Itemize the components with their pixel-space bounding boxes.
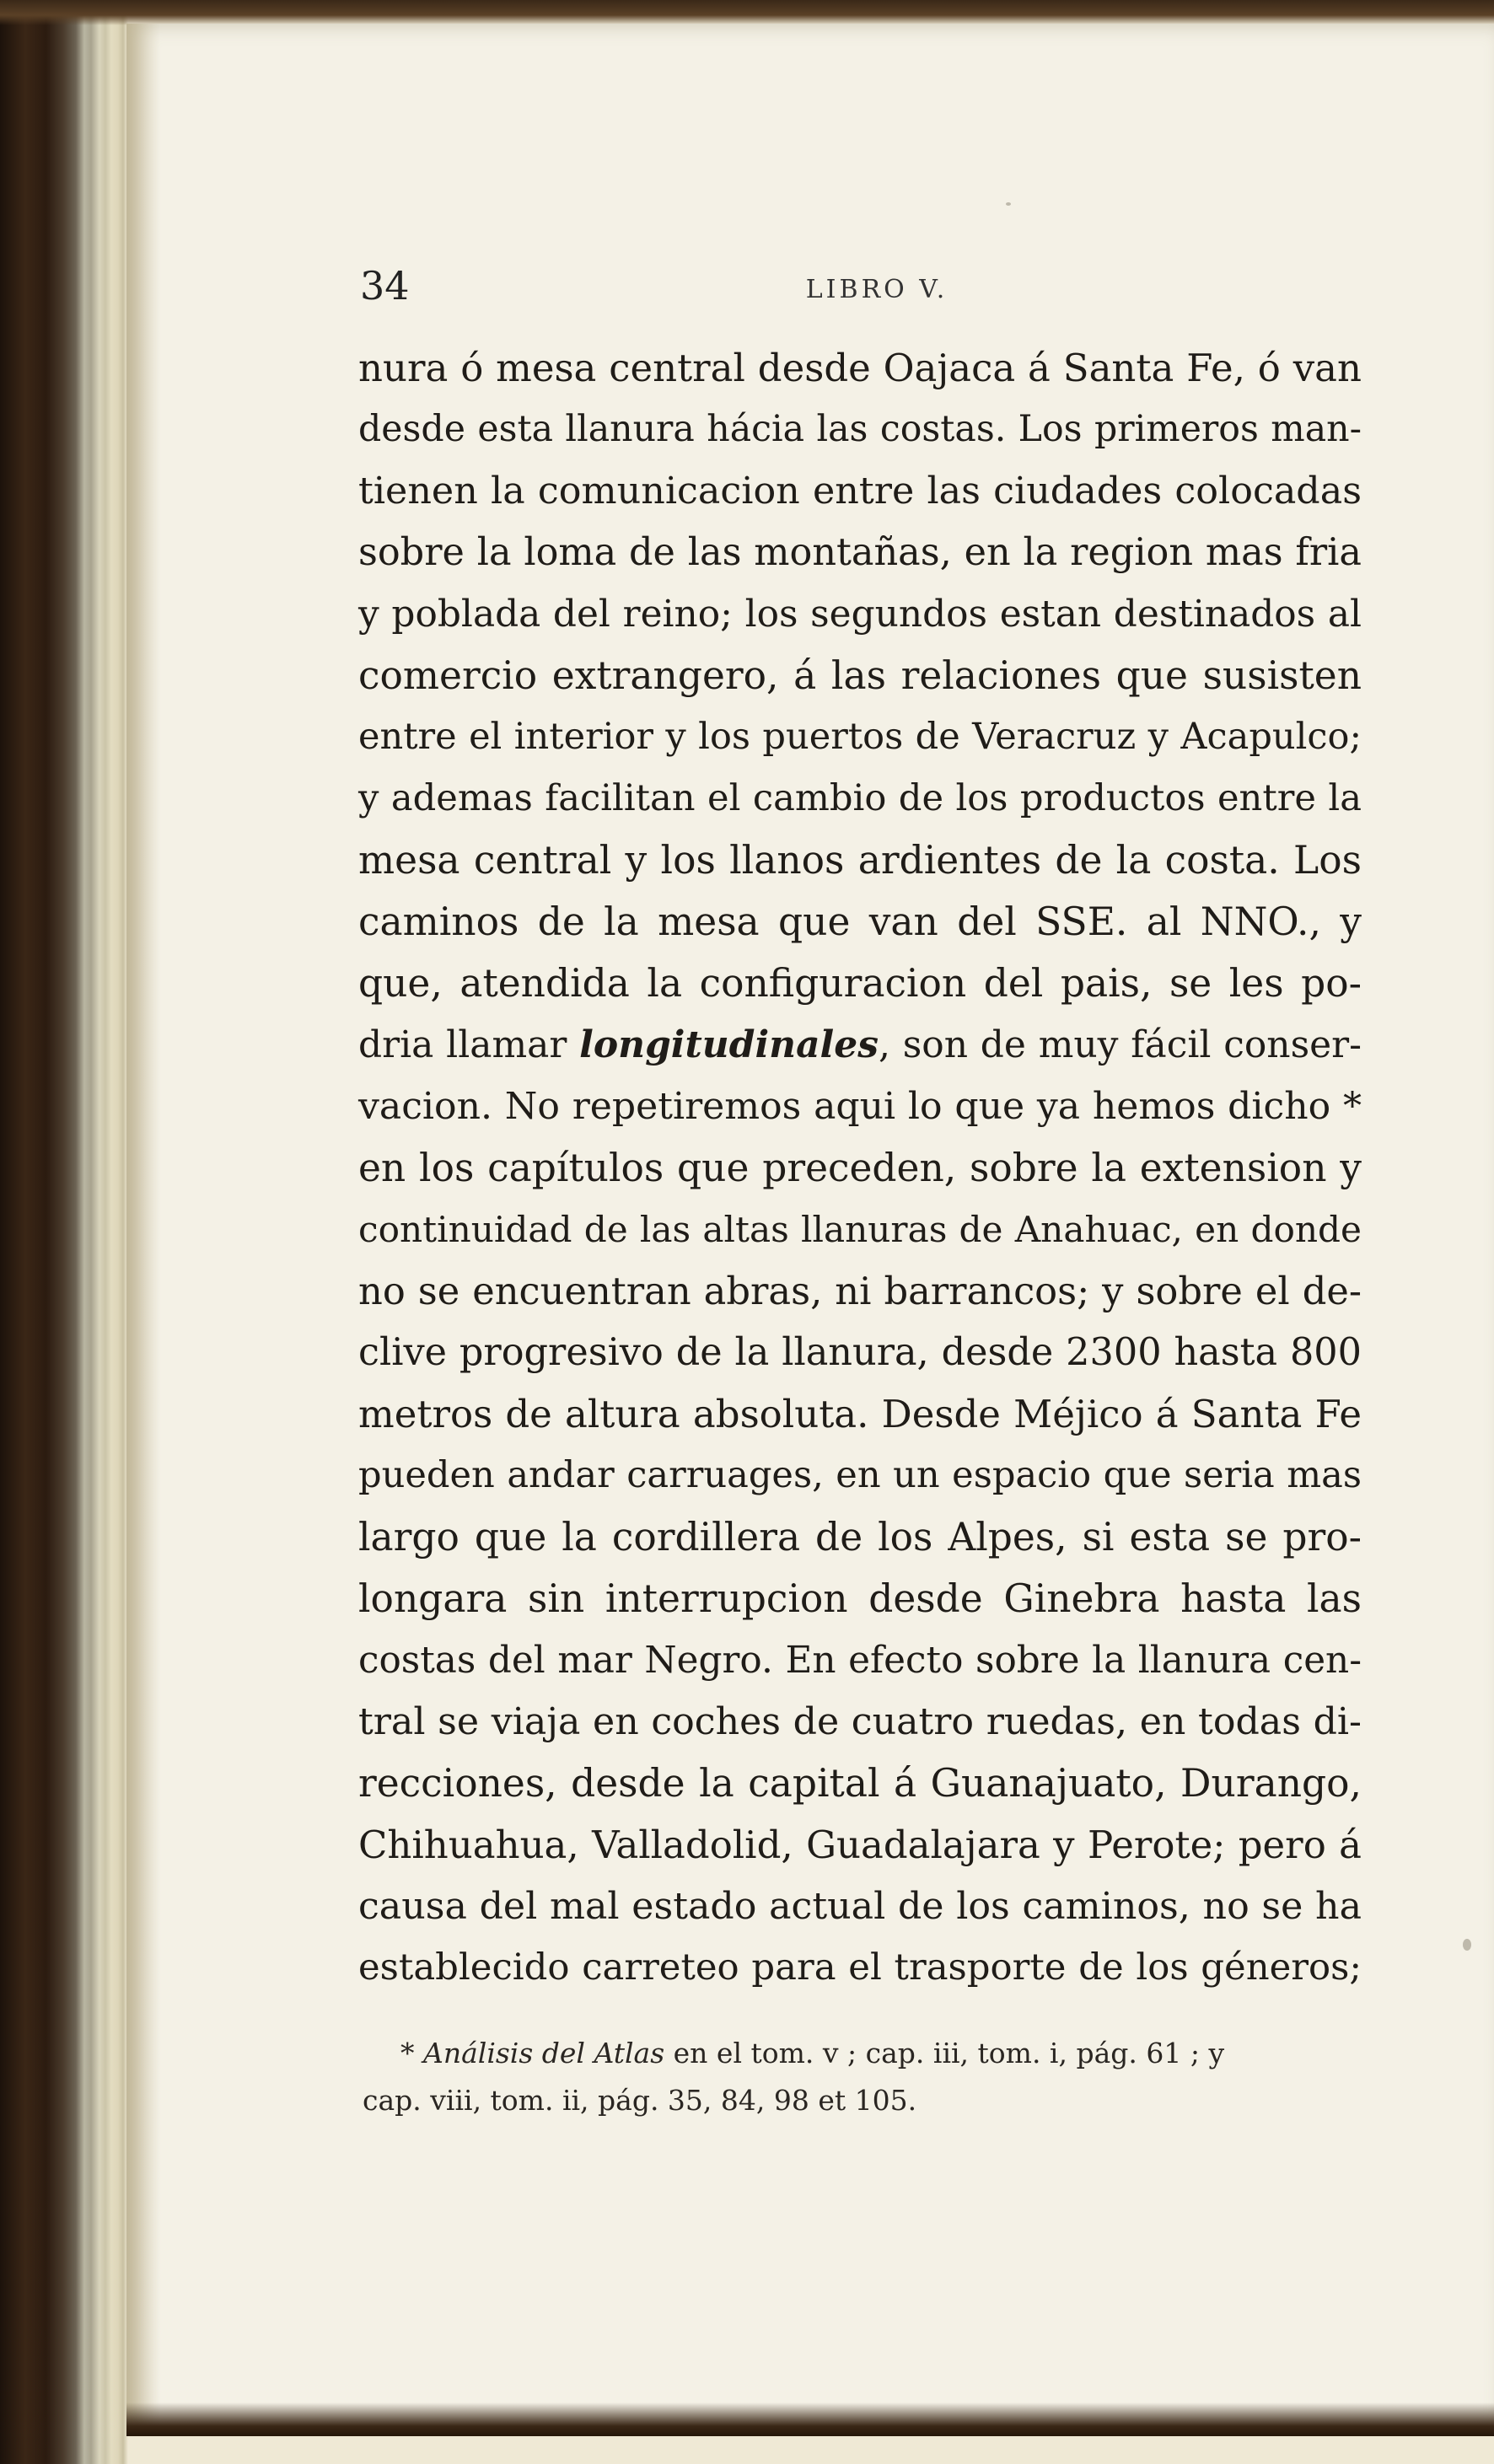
page-number: 34 <box>360 263 410 309</box>
text-line: entre el interior y los puertos de Veracruz y Acapulco; <box>358 716 1362 758</box>
text-line: clive progresivo de la llanura, desde 2300 hasta 800 <box>358 1330 1362 1374</box>
text-line: comercio extrangero, á las relaciones que susisten <box>358 653 1362 698</box>
footnote <box>363 2030 1362 2124</box>
body-text <box>358 337 1362 1999</box>
paper-speck <box>1463 1939 1471 1951</box>
text-segment: , son de muy fácil conser- <box>878 1023 1362 1066</box>
text-line: longara sin interrupcion desde Ginebra hasta las <box>358 1576 1362 1621</box>
text-line: y poblada del reino; los segundos estan destinados al <box>358 593 1362 636</box>
text-line: metros de altura absoluta. Desde Méjico á Santa Fe <box>358 1392 1362 1436</box>
text-line: que, atendida la configuracion del pais, se les po- <box>358 961 1362 1006</box>
text-line: caminos de la mesa que van del SSE. al NNO., y <box>358 899 1362 944</box>
footnote-line <box>363 2030 1362 2077</box>
text-line: establecido carreteo para el trasporte de los géneros; <box>358 1946 1362 1989</box>
text-line: pueden andar carruages, en un espacio que seria mas <box>358 1454 1362 1496</box>
paper-speck <box>1006 202 1011 206</box>
footnote-text: en el tom. v ; cap. iii, tom. i, pág. 61 ; y <box>664 2037 1225 2069</box>
running-head: LIBRO V. <box>805 275 949 304</box>
text-line-with-italic <box>358 1014 1362 1076</box>
text-segment: dria llamar <box>358 1023 580 1066</box>
text-line: no se encuentran abras, ni barrancos; y sobre el de- <box>358 1269 1362 1313</box>
text-line: nura ó mesa central desde Oajaca á Santa Fe, ó van <box>358 346 1362 390</box>
text-line: desde esta llanura hácia las costas. Los primeros man- <box>358 408 1362 450</box>
text-line: recciones, desde la capital á Guanajuato, Durango, <box>358 1761 1362 1806</box>
page-header <box>360 263 1360 322</box>
page-bottom-shadow <box>126 2402 1494 2436</box>
text-line: tral se viaja en coches de cuatro ruedas, en todas di- <box>358 1700 1362 1743</box>
text-line: Chihuahua, Valladolid, Guadalajara y Perote; pero á <box>358 1823 1362 1867</box>
footnote-italic: Análisis del Atlas <box>423 2037 665 2069</box>
text-line: causa del mal estado actual de los caminos, no se ha <box>358 1885 1362 1928</box>
footnote-marker: * <box>400 2037 423 2069</box>
text-line: y ademas facilitan el cambio de los productos entre la <box>358 777 1362 819</box>
footnote-line: cap. viii, tom. ii, pág. 35, 84, 98 et 105. <box>363 2084 917 2117</box>
italic-term: longitudinales <box>579 1023 879 1066</box>
text-line: continuidad de las altas llanuras de Anahuac, en donde <box>358 1209 1362 1250</box>
text-line: costas del mar Negro. En efecto sobre la llanura cen- <box>358 1639 1362 1682</box>
text-line: tienen la comunicacion entre las ciudades colocadas <box>358 470 1362 513</box>
text-line: sobre la loma de las montañas, en la region mas fria <box>358 530 1362 574</box>
text-line: en los capítulos que preceden, sobre la extension y <box>358 1146 1362 1190</box>
text-line: vacion. No repetiremos aqui lo que ya hemos dicho * <box>358 1085 1362 1128</box>
text-line: mesa central y los llanos ardientes de la costa. Los <box>358 838 1362 883</box>
text-line: largo que la cordillera de los Alpes, si esta se pro- <box>358 1515 1362 1559</box>
